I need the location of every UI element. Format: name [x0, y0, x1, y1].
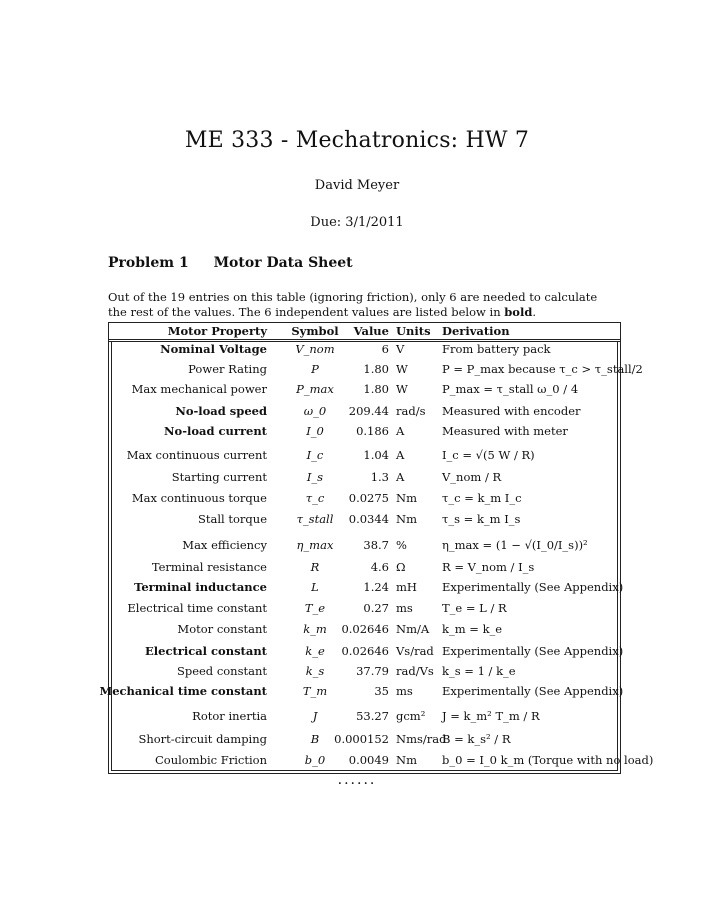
row-value: 37.79: [356, 664, 389, 678]
intro-text: Out of the 19 entries on this table (ignoring friction), only 6 are needed to calculate the rest of the values. The 6 independent values are listed below in: [108, 290, 598, 319]
row-derivation: Experimentally (See Appendix): [442, 580, 624, 594]
row-symbol: τ_c: [305, 491, 325, 505]
row-units: rad/s: [396, 404, 426, 418]
row-property: No-load speed: [175, 404, 267, 418]
row-symbol: P: [311, 362, 319, 376]
row-derivation: J = k_m² T_m / R: [442, 709, 540, 723]
row-symbol: T_e: [304, 601, 326, 615]
row-derivation: τ_c = k_m I_c: [442, 491, 522, 505]
problem-number: Problem 1: [108, 255, 189, 271]
row-derivation: From battery pack: [442, 342, 551, 356]
table-row: [108, 342, 621, 362]
row-value: 0.0049: [348, 753, 389, 767]
row-value: 0.186: [356, 424, 389, 438]
row-property: Nominal Voltage: [160, 342, 267, 356]
row-derivation: B = k_s² / R: [442, 732, 511, 746]
table-row: [108, 622, 621, 642]
row-derivation: V_nom / R: [442, 470, 502, 484]
row-value: 53.27: [356, 709, 389, 723]
row-units: Ω: [396, 560, 406, 574]
table-row: [108, 560, 621, 580]
row-symbol: R: [310, 560, 320, 574]
row-derivation: R = V_nom / I_s: [442, 560, 535, 574]
row-units: gcm²: [396, 709, 426, 723]
problem-heading: [108, 255, 353, 271]
row-symbol: I_0: [306, 424, 324, 438]
table-header: [108, 324, 621, 344]
header-symbol: Symbol: [291, 324, 339, 338]
page-title: ME 333 - Mechatronics: HW 7: [184, 128, 530, 153]
row-symbol: I_c: [306, 448, 324, 462]
table-row: [108, 512, 621, 532]
row-value: 1.3: [370, 470, 389, 484]
row-property: Max mechanical power: [131, 382, 267, 396]
row-value: 0.0275: [348, 491, 389, 505]
row-value: 38.7: [363, 538, 389, 552]
row-property: Max continuous torque: [131, 491, 267, 505]
row-property: Speed constant: [176, 664, 267, 678]
row-symbol: k_m: [303, 622, 327, 636]
row-units: Nm: [396, 491, 417, 505]
row-symbol: ω_0: [303, 404, 327, 418]
row-units: ms: [396, 601, 413, 615]
row-value: 35: [374, 684, 389, 698]
row-derivation: Measured with encoder: [442, 404, 581, 418]
row-derivation: η_max = (1 − √(I_0/I_s))²: [442, 538, 588, 552]
row-units: Nms/rad: [396, 732, 447, 746]
author: David Meyer: [314, 178, 400, 193]
row-symbol: V_nom: [295, 342, 335, 356]
row-derivation: T_e = L / R: [442, 601, 507, 615]
row-derivation: b_0 = I_0 k_m (Torque with no load): [442, 753, 654, 767]
table-row: [99, 684, 624, 704]
row-property: Electrical constant: [145, 644, 267, 658]
intro-end: .: [532, 305, 537, 319]
row-derivation: P = P_max because τ_c > τ_stall/2: [442, 362, 643, 376]
table-row: [108, 732, 621, 752]
row-units: A: [396, 470, 405, 484]
table-row: [108, 491, 621, 511]
row-symbol: η_max: [296, 538, 334, 552]
row-property: Terminal resistance: [151, 560, 267, 574]
row-units: mH: [396, 580, 417, 594]
row-property: Stall torque: [198, 512, 267, 526]
row-units: A: [396, 424, 405, 438]
intro-bold: bold: [504, 305, 533, 319]
row-property: Starting current: [171, 470, 267, 484]
row-symbol: T_m: [302, 684, 328, 698]
row-property: Coulombic Friction: [155, 753, 267, 767]
row-derivation: P_max = τ_stall ω_0 / 4: [442, 382, 579, 396]
header-derivation: Derivation: [442, 324, 510, 338]
row-property: No-load current: [164, 424, 267, 438]
row-value: 1.04: [363, 448, 389, 462]
continuation-dots: ......: [337, 772, 377, 788]
table-row: [108, 424, 621, 444]
row-symbol: L: [311, 580, 319, 594]
table-row: [108, 382, 621, 402]
row-symbol: b_0: [304, 753, 326, 767]
table-row: [108, 709, 621, 729]
row-property: Power Rating: [188, 362, 267, 376]
row-value: 0.02646: [341, 622, 389, 636]
row-value: 1.80: [363, 382, 389, 396]
row-derivation: k_m = k_e: [442, 622, 503, 636]
row-property: Max continuous current: [126, 448, 267, 462]
table-row: [108, 470, 621, 490]
row-property: Terminal inductance: [134, 580, 267, 594]
row-value: 0.02646: [341, 644, 389, 658]
table-row: [108, 644, 624, 664]
table-row: [108, 448, 621, 468]
row-symbol: k_e: [305, 644, 325, 658]
row-property: Rotor inertia: [192, 709, 267, 723]
row-value: 1.80: [363, 362, 389, 376]
table-row: [108, 538, 621, 558]
row-derivation: k_s = 1 / k_e: [442, 664, 516, 678]
row-value: 6: [381, 342, 389, 356]
table-row: [108, 601, 621, 621]
table-row: [108, 362, 643, 382]
row-value: 0.27: [363, 601, 389, 615]
row-units: A: [396, 448, 405, 462]
row-value: 4.6: [370, 560, 389, 574]
row-property: Motor constant: [177, 622, 267, 636]
row-units: Vs/rad: [396, 644, 434, 658]
row-units: V: [396, 342, 405, 356]
row-symbol: P_max: [296, 382, 334, 396]
due-date: Due: 3/1/2011: [310, 215, 404, 230]
table-row: [108, 753, 654, 773]
row-value: 0.000152: [334, 732, 389, 746]
table-row: [108, 664, 621, 684]
row-value: 209.44: [348, 404, 389, 418]
row-units: rad/Vs: [396, 664, 434, 678]
row-symbol: τ_stall: [296, 512, 334, 526]
row-units: Nm/A: [396, 622, 430, 636]
header-value: Value: [353, 324, 389, 338]
problem-name: Motor Data Sheet: [213, 255, 353, 271]
row-property: Electrical time constant: [127, 601, 267, 615]
row-value: 0.0344: [348, 512, 389, 526]
row-property: Max efficiency: [182, 538, 267, 552]
table-row: [108, 580, 624, 600]
header-property: Motor Property: [167, 324, 267, 338]
row-value: 1.24: [363, 580, 389, 594]
row-units: %: [396, 538, 407, 552]
row-derivation: I_c = √(5 W / R): [442, 448, 535, 462]
row-property: Mechanical time constant: [99, 684, 267, 698]
row-units: W: [396, 362, 408, 376]
row-derivation: τ_s = k_m I_s: [442, 512, 521, 526]
row-symbol: J: [312, 709, 318, 723]
row-symbol: k_s: [305, 664, 325, 678]
row-symbol: I_s: [306, 470, 324, 484]
row-units: W: [396, 382, 408, 396]
row-derivation: Experimentally (See Appendix): [442, 684, 624, 698]
row-property: Short-circuit damping: [138, 732, 267, 746]
row-derivation: Measured with meter: [442, 424, 568, 438]
header-units: Units: [396, 324, 431, 338]
row-units: Nm: [396, 753, 417, 767]
row-units: ms: [396, 684, 413, 698]
row-derivation: Experimentally (See Appendix): [442, 644, 624, 658]
row-symbol: B: [310, 732, 320, 746]
row-units: Nm: [396, 512, 417, 526]
table-row: [108, 404, 621, 424]
intro-paragraph: [108, 290, 613, 320]
